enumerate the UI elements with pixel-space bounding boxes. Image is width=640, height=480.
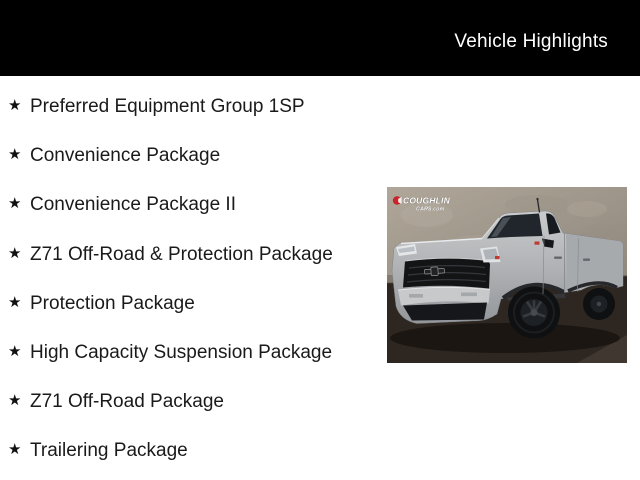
z71-badge xyxy=(495,256,500,259)
grille xyxy=(403,258,490,288)
list-item xyxy=(0,131,380,180)
vehicle-photo xyxy=(387,187,627,363)
truck-shadow xyxy=(390,323,620,353)
vehicle-photo-art xyxy=(387,187,627,363)
windshield-sticker xyxy=(535,242,540,245)
star-bullet-icon: ★ xyxy=(8,343,22,361)
dealer-logo-name: COUGHLIN xyxy=(403,195,450,206)
headlight-right xyxy=(480,247,501,263)
rear-wheel xyxy=(583,288,615,320)
star-bullet-icon: ★ xyxy=(8,244,22,262)
highlight-label: Trailering Package xyxy=(30,440,188,462)
header-bar xyxy=(0,0,640,76)
list-item xyxy=(0,328,380,377)
highlight-label: Preferred Equipment Group 1SP xyxy=(30,96,305,118)
highlights-list xyxy=(0,76,380,476)
highlight-label: High Capacity Suspension Package xyxy=(30,342,333,364)
list-item xyxy=(0,230,380,279)
star-bullet-icon: ★ xyxy=(8,97,22,115)
star-bullet-icon: ★ xyxy=(8,392,22,410)
door-handle xyxy=(554,257,562,259)
star-bullet-icon: ★ xyxy=(8,293,22,311)
highlight-label: Z71 Off-Road Package xyxy=(30,391,224,413)
list-item xyxy=(0,426,380,475)
page-title: Vehicle Highlights xyxy=(454,30,608,52)
star-bullet-icon: ★ xyxy=(8,441,22,459)
highlight-label: Protection Package xyxy=(30,292,195,314)
star-bullet-icon: ★ xyxy=(8,146,22,164)
front-wheel xyxy=(508,287,560,339)
highlight-label: Convenience Package xyxy=(30,145,221,167)
list-item xyxy=(0,279,380,328)
list-item xyxy=(0,180,380,229)
list-item xyxy=(0,82,380,131)
star-bullet-icon: ★ xyxy=(8,195,22,213)
door-handle xyxy=(583,259,590,261)
highlight-label: Z71 Off-Road & Protection Package xyxy=(30,243,333,265)
highlight-label: Convenience Package II xyxy=(30,194,236,216)
dealer-logo-sub: CARS.com xyxy=(416,206,445,213)
list-item xyxy=(0,377,380,426)
